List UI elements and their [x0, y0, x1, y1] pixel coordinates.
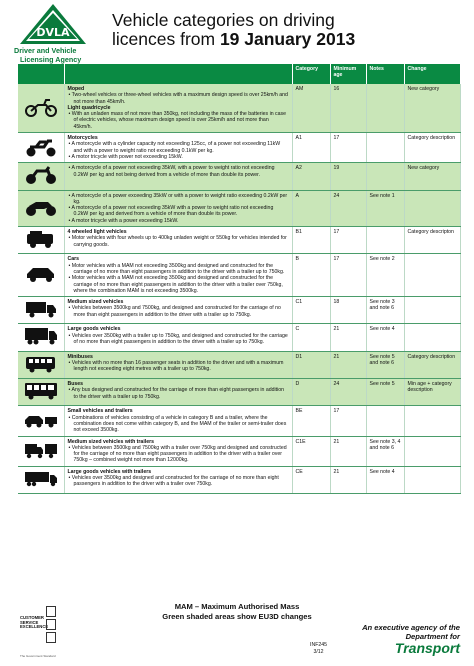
vehicle-type-title: Medium sized vehicles with trailers — [67, 438, 154, 445]
category-cell: AM — [292, 84, 330, 133]
description-item: • Vehicles over 3500kg with a trailer up to 750kg, and designed and constructed for the carriage of no more than eight passengers in addition to the driver with a trailer up to 750kg. — [68, 333, 289, 346]
car-icon — [24, 280, 58, 286]
notes-cell: See note 2 — [366, 254, 404, 297]
notes-cell — [366, 163, 404, 190]
header-category: Category — [292, 64, 330, 84]
minimum-age-cell: 21 — [330, 324, 366, 351]
change-cell: Category description — [404, 133, 460, 163]
table-header — [18, 64, 460, 84]
change-cell — [404, 190, 460, 226]
header-description — [64, 64, 292, 84]
category-cell: C1E — [292, 436, 330, 466]
ref-date: 3/12 — [313, 649, 324, 655]
description-item: • A motorcycle with a cylinder capacity not exceeding 125cc, of a power not exceeding 11kW and with a power to weight ratio not exceeding 0.1kW per kg. — [68, 141, 289, 154]
description-item: • Vehicles between 3500kg and 7500kg, and designed and constructed for the carriage of no more than eight passengers in addition to the driver with a trailer up to 750kg. — [68, 305, 289, 318]
change-cell — [404, 254, 460, 297]
minimum-age-cell: 19 — [330, 163, 366, 190]
notes-cell — [366, 133, 404, 163]
table-row — [18, 133, 460, 163]
category-cell: B — [292, 254, 330, 297]
vehicle-icon-cell — [18, 406, 64, 436]
minimum-age-cell: 16 — [330, 84, 366, 133]
description-item: • Any bus designed and constructed for the carriage of more than eight passengers in addition to the driver with a trailer up to 750kg. — [68, 387, 289, 400]
vehicle-icon-cell — [18, 190, 64, 226]
vehicle-type-title: 4 wheeled light vehicles — [67, 229, 127, 236]
header-icon — [18, 64, 64, 84]
agency-text-2: Department for — [405, 631, 460, 641]
notes-cell — [366, 406, 404, 436]
change-cell — [404, 466, 460, 493]
vehicle-type-title: Small vehicles and trailers — [67, 408, 133, 415]
notes-cell: See note 5 and note 6 — [366, 351, 404, 378]
description-item: • Vehicles with no more than 16 passenger seats in addition to the driver and with a maximum length not exceeding eight metres with a trailer up to 750kg. — [68, 360, 289, 373]
logo-text: DVLA — [36, 26, 70, 39]
vehicle-icon-cell — [18, 227, 64, 254]
crown-icon — [46, 606, 56, 617]
ref-code: INF245 — [310, 642, 328, 648]
vehicle-type-title: Minibuses — [67, 353, 93, 360]
change-cell — [404, 324, 460, 351]
change-cell — [404, 297, 460, 324]
vehicle-description — [64, 466, 292, 493]
vehicle-description — [64, 227, 292, 254]
customer-service-excellence-logo — [20, 602, 64, 658]
minibus-icon — [24, 370, 58, 376]
vehicle-type-title: Buses — [67, 381, 84, 388]
minimum-age-cell: 18 — [330, 297, 366, 324]
description-item: • A motor tricycle with a power exceeding 15kW. — [68, 218, 289, 224]
minimum-age-cell: 17 — [330, 406, 366, 436]
minimum-age-cell: 21 — [330, 436, 366, 466]
category-cell: D1 — [292, 351, 330, 378]
notes-cell: See note 1 — [366, 190, 404, 226]
vehicle-description — [64, 379, 292, 406]
dvla-logo — [14, 4, 94, 62]
table-row — [18, 163, 460, 190]
minimum-age-cell: 17 — [330, 133, 366, 163]
description-item: • Motor vehicles with four wheels up to 400kg unladen weight or 550kg for vehicles intended for carrying goods. — [68, 235, 289, 248]
vehicle-type-title: Large goods vehicles — [67, 326, 121, 333]
category-cell: A2 — [292, 163, 330, 190]
description-item: • A motorcycle of a power exceeding 35kW or with a power to weight ratio exceeding 0.2kW per kg. — [68, 193, 289, 206]
articulated-lorry-icon — [24, 485, 58, 491]
bus-icon — [24, 397, 58, 403]
vehicle-type-title: Motorcycles — [67, 135, 98, 142]
vehicle-icon-cell — [18, 254, 64, 297]
description-item: • A motorcycle of a power not exceeding 35kW, with a power to weight ratio not exceeding 0.2kW per kg and not being derived from a vehicle of more than double its power. — [68, 165, 289, 178]
green-note: Green shaded areas show EU3D changes — [162, 612, 312, 621]
large-motorcycle-icon — [24, 213, 58, 219]
table-row — [18, 379, 460, 406]
minimum-age-cell: 21 — [330, 466, 366, 493]
vehicle-icon-cell — [18, 436, 64, 466]
footer-legend — [0, 602, 474, 622]
category-cell: CE — [292, 466, 330, 493]
change-cell: Category descripton — [404, 227, 460, 254]
agency-line-2: Licensing Agency — [20, 55, 82, 64]
description-item: • With an unladen mass of not more than 350kg, not including the mass of the batteries in case of electric vehicles, whose maximum design speed is over 25km/h and not more than 45km/h. — [68, 111, 289, 130]
title-prefix: licences from — [112, 29, 220, 49]
notes-cell: See note 3, 4 and note 6 — [366, 436, 404, 466]
description-item: • Vehicles over 3500kg and designed and constructed for the carriage of no more than eight passengers in addition to the driver with a trailer over 750kg. — [68, 475, 289, 488]
table-row — [18, 254, 460, 297]
minimum-age-cell: 17 — [330, 227, 366, 254]
table-row — [18, 190, 460, 226]
vehicle-description — [64, 190, 292, 226]
notes-cell — [366, 84, 404, 133]
header — [0, 0, 474, 64]
dft-agency — [362, 624, 460, 655]
vehicle-description — [64, 254, 292, 297]
table-row — [18, 466, 460, 493]
cse-text: CUSTOMER SERVICE EXCELLENCE — [20, 615, 49, 630]
minimum-age-cell: 21 — [330, 351, 366, 378]
award-icon — [46, 619, 56, 630]
minimum-age-cell: 17 — [330, 254, 366, 297]
table-row — [18, 436, 460, 466]
minimum-age-cell: 24 — [330, 379, 366, 406]
medium-lorry-icon — [24, 315, 58, 321]
title-line-2 — [112, 30, 355, 49]
description-item: • Motor vehicles with a MAM not exceeding 3500kg and designed and constructed for the carriage of no more than eight passengers in addition to the driver with a trailer over 750kg, where the combination MAM is not exceeding 3500kg. — [68, 275, 289, 294]
vehicle-icon-cell — [18, 84, 64, 133]
notes-cell: See note 4 — [366, 466, 404, 493]
minimum-age-cell: 24 — [330, 190, 366, 226]
vehicle-icon-cell — [18, 466, 64, 493]
vehicle-icon-cell — [18, 324, 64, 351]
vehicle-type-title: Large goods vehicles with trailers — [67, 468, 152, 475]
vehicle-description — [64, 297, 292, 324]
change-cell: New category — [404, 163, 460, 190]
vehicle-description — [64, 163, 292, 190]
title-line-1: Vehicle categories on driving — [112, 10, 335, 30]
vehicle-description — [64, 133, 292, 163]
description-item: • Motor vehicles with a MAM not exceeding 3500kg and designed and constructed for the carriage of no more than eight passengers in addition to the driver with a trailer up to 750kg. — [68, 263, 289, 276]
title-date: 19 January 2013 — [219, 29, 356, 49]
category-cell: C — [292, 324, 330, 351]
moped-icon — [24, 113, 58, 119]
vehicle-description — [64, 351, 292, 378]
change-cell: New category — [404, 84, 460, 133]
vehicle-type-title: Cars — [67, 256, 80, 263]
category-cell: BE — [292, 406, 330, 436]
car-trailer-icon — [24, 426, 58, 432]
vehicle-description — [64, 406, 292, 436]
description-item: • Two-wheel vehicles or three-wheel vehicles with a maximum design speed is over 25km/h and not more than 45km/h. — [68, 92, 289, 105]
header-minimum-age: Minimum age — [330, 64, 366, 84]
category-cell: B1 — [292, 227, 330, 254]
category-cell: C1 — [292, 297, 330, 324]
header-change: Change — [404, 64, 460, 84]
table-row — [18, 297, 460, 324]
vehicle-icon-cell — [18, 133, 64, 163]
vehicle-icon-cell — [18, 297, 64, 324]
vehicle-icon-cell — [18, 351, 64, 378]
change-cell — [404, 436, 460, 466]
change-cell: Category description — [404, 351, 460, 378]
header-notes: Notes — [366, 64, 404, 84]
dvla-crest-icon — [20, 4, 86, 44]
table-row — [18, 406, 460, 436]
table-row — [18, 324, 460, 351]
description-item: • Vehicles between 3500kg and 7500kg with a trailer over 750kg and designed and constructed for the carriage of no more than eight passengers in addition to the driver with a trailer over 750kg – combined weight not more than 12000kg. — [68, 445, 289, 464]
vehicle-type-title: Moped — [67, 86, 85, 92]
document-reference — [310, 642, 327, 656]
vehicle-icon-cell — [18, 163, 64, 190]
vehicle-description — [64, 84, 292, 133]
agency-text-1: An executive agency of the — [362, 623, 460, 632]
vehicle-icon-cell — [18, 379, 64, 406]
transport-logo: Transport — [394, 640, 460, 656]
motorcycle-icon — [24, 181, 58, 187]
table-row — [18, 84, 460, 133]
notes-cell: See note 4 — [366, 324, 404, 351]
table-row — [18, 351, 460, 378]
categories-table — [18, 64, 461, 494]
table-row — [18, 227, 460, 254]
large-lorry-icon — [24, 342, 58, 348]
cse-sub: The Government Standard — [20, 654, 56, 658]
page-title — [112, 11, 355, 49]
category-cell: A1 — [292, 133, 330, 163]
vehicle-type-title: Light quadricycle — [67, 104, 111, 111]
change-cell — [404, 406, 460, 436]
flag-icon — [46, 632, 56, 643]
mam-note: MAM – Maximum Authorised Mass — [174, 602, 300, 611]
scooter-icon — [24, 153, 58, 159]
quad-icon — [24, 245, 58, 251]
notes-cell — [366, 227, 404, 254]
notes-cell: See note 3 and note 6 — [366, 297, 404, 324]
vehicle-description — [64, 436, 292, 466]
change-cell: Min age + category description — [404, 379, 460, 406]
vehicle-description — [64, 324, 292, 351]
category-cell: D — [292, 379, 330, 406]
description-item: • A motorcycle of a power not exceeding 35kW with a power to weight ratio not exceeding 0.2kW per kg and derived from a vehicle of more than double its power. — [68, 205, 289, 218]
description-item: • Combinations of vehicles consisting of a vehicle in category B and a trailer, where the combination does not come within category B, and the MAM of the trailer or semi-trailer does not exceed 3500kg. — [68, 415, 289, 434]
agency-line-1: Driver and Vehicle — [14, 46, 77, 55]
vehicle-type-title: Medium sized vehicles — [67, 299, 124, 306]
description-item: • A motor tricycle with power not exceeding 15kW. — [68, 154, 289, 160]
lorry-trailer-icon — [24, 456, 58, 462]
notes-cell: See note 5 — [366, 379, 404, 406]
category-cell: A — [292, 190, 330, 226]
